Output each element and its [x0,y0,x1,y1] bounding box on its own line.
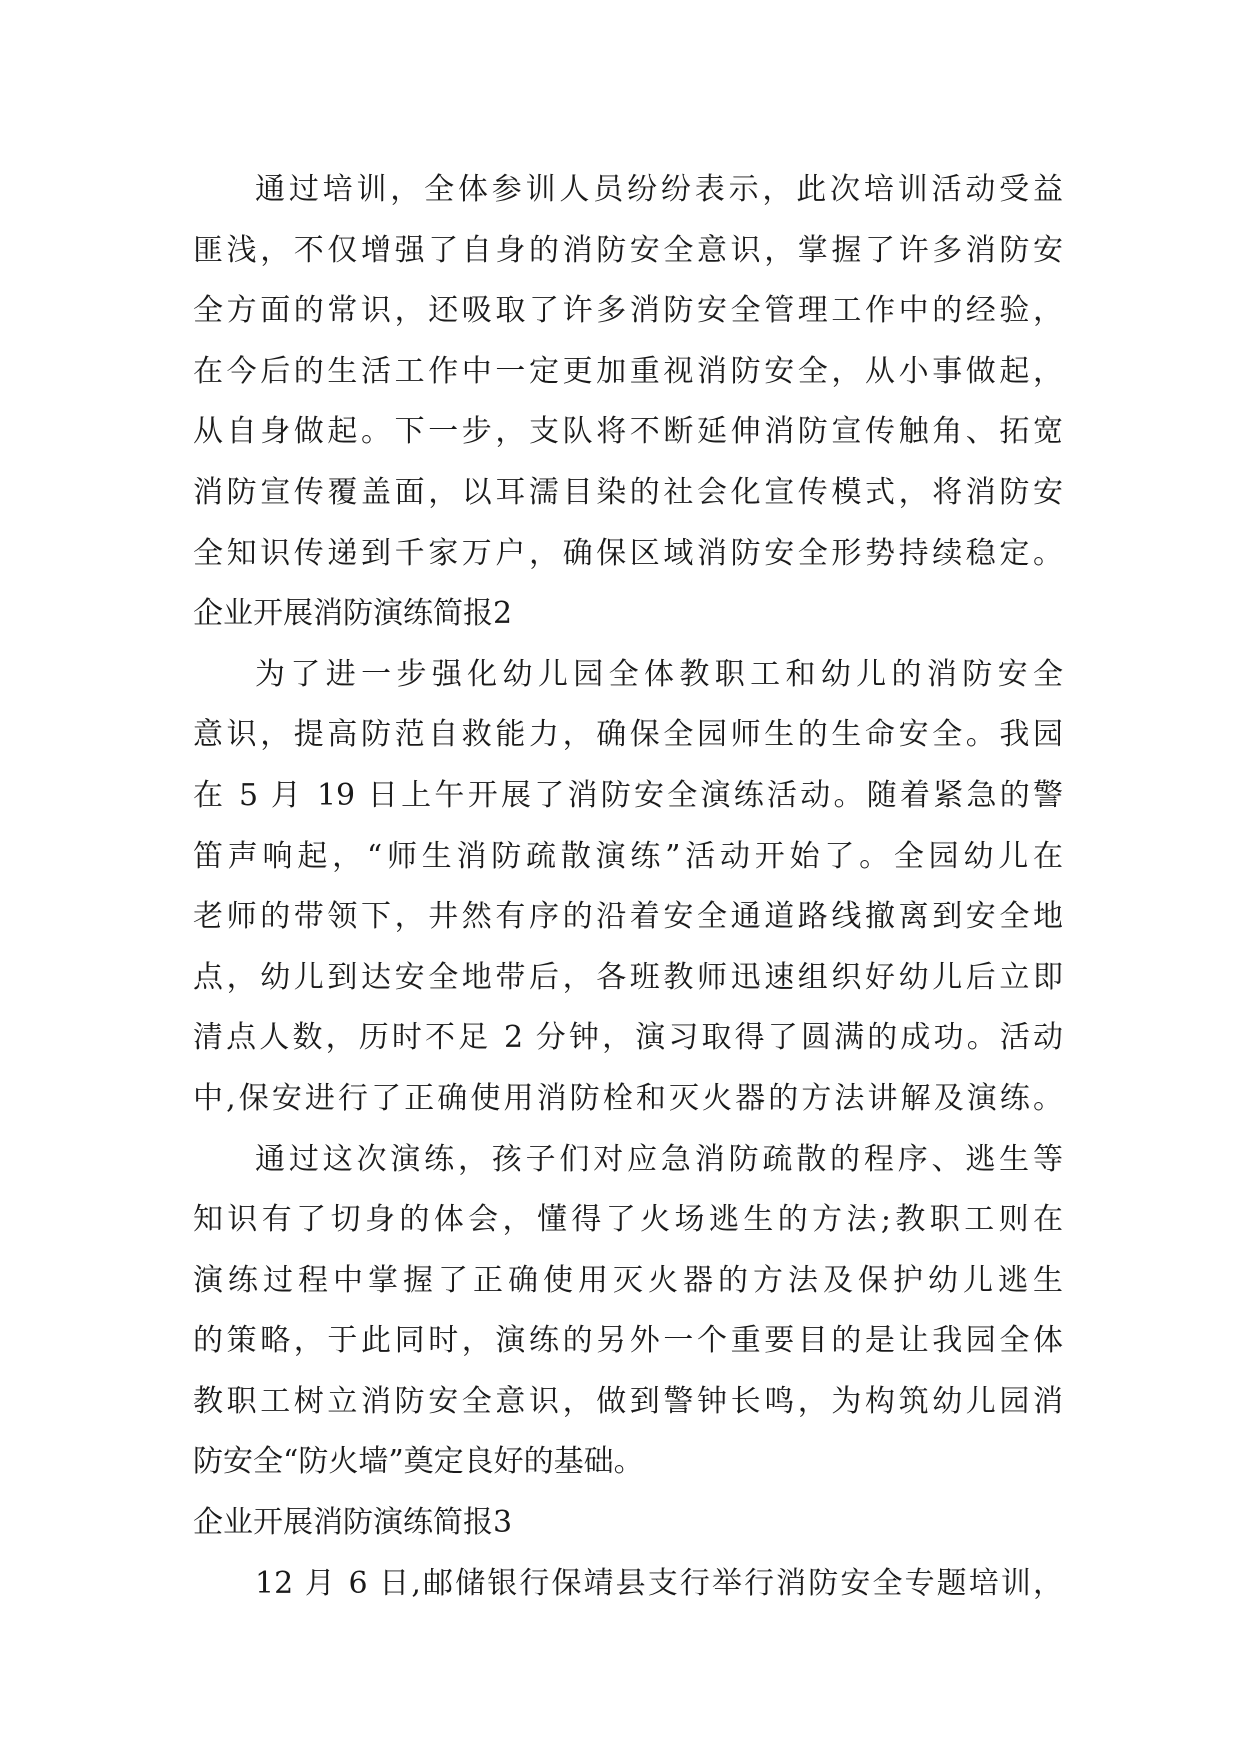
text-line: 老师的带领下，井然有序的沿着安全通道路线撤离到安全地 [193,899,1063,935]
text-line: 演练过程中掌握了正确使用灭火器的方法及保护幼儿逃生 [193,1262,1063,1298]
section-heading-3: 企业开展消防演练简报3 [193,1505,513,1541]
text-line: 教职工树立消防安全意识，做到警钟长鸣，为构筑幼儿园消 [193,1383,1063,1419]
text-line: 通过培训，全体参训人员纷纷表示，此次培训活动受益 [255,172,1063,207]
text-line: 为了进一步强化幼儿园全体教职工和幼儿的消防安全 [255,656,1063,692]
text-line: 知识有了切身的体会，懂得了火场逃生的方法;教职工则在 [193,1202,1063,1238]
text-line: 在 5 月 19 日上午开展了消防安全演练活动。随着紧急的警 [193,777,1063,813]
text-line: 意识，提高防范自救能力，确保全园师生的生命安全。我园 [193,717,1063,753]
text-line: 笛声响起，“师生消防疏散演练”活动开始了。全园幼儿在 [193,838,1063,874]
text-line: 的策略，于此同时，演练的另外一个重要目的是让我园全体 [193,1323,1063,1359]
text-line: 全方面的常识，还吸取了许多消防安全管理工作中的经验， [193,293,1063,329]
text-line: 从自身做起。下一步，支队将不断延伸消防宣传触角、拓宽 [193,414,1063,450]
document-page [193,160,1063,1614]
text-line: 通过这次演练，孩子们对应急消防疏散的程序、逃生等 [255,1141,1063,1177]
paragraph-bank-training [193,1554,1063,1615]
paragraph-training-result [193,160,1063,584]
text-line: 匪浅，不仅增强了自身的消防安全意识，掌握了许多消防安 [193,232,1063,268]
text-line: 清点人数，历时不足 2 分钟，演习取得了圆满的成功。活动 [193,1020,1063,1056]
text-line: 点，幼儿到达安全地带后，各班教师迅速组织好幼儿后立即 [193,959,1063,995]
text-line: 12 月 6 日,邮储银行保靖县支行举行消防安全专题培训， [255,1565,1063,1601]
text-line: 全知识传递到千家万户，确保区域消防安全形势持续稳定。 [193,535,1063,571]
text-line: 在今后的生活工作中一定更加重视消防安全，从小事做起， [193,353,1063,389]
text-line: 中,保安进行了正确使用消防栓和灭火器的方法讲解及演练。 [193,1080,1063,1116]
text-line: 防安全“防火墙”奠定良好的基础。 [193,1444,644,1480]
paragraph-kindergarten-drill [193,645,1063,1130]
section-heading-2: 企业开展消防演练简报2 [193,596,513,632]
paragraph-drill-outcome [193,1130,1063,1494]
text-line: 消防宣传覆盖面，以耳濡目染的社会化宣传模式，将消防安 [193,474,1063,510]
